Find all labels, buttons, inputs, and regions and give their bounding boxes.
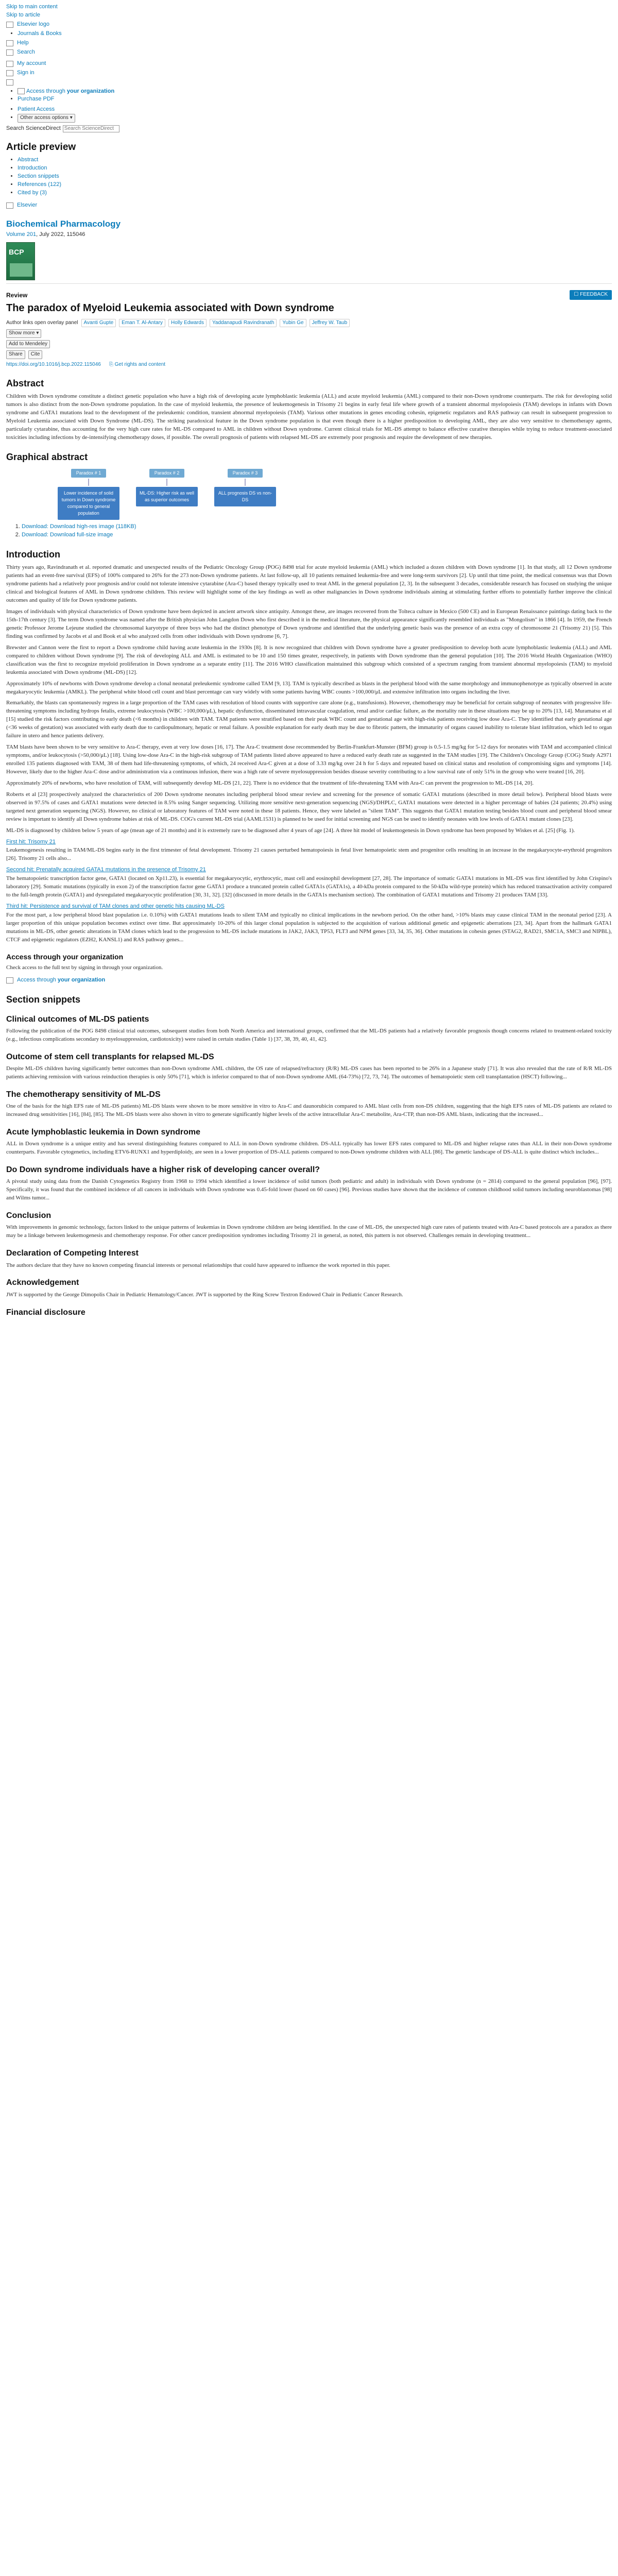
institution-icon (6, 977, 13, 984)
share-button[interactable]: Share (6, 350, 25, 359)
snippet-title: Declaration of Competing Interest (6, 1249, 139, 1258)
intro-paragraph: TAM blasts have been shown to be very sensitive to Ara-C therapy, even at very low doses [16, 17]. The Ara-C treatment dose recommended by Berlin-Frankfurt-Munster (BFM) group is 0.5-1.5 mg/kg for 5-12 days for neonates with TAM and accompanied clinical symptoms, and/or leukocytosis (>50,000/μL) [18]. Using low-dose Ara-C in the high-risk subgroup of TAM patients listed above appeared to have a reduced early death rate as suggested in the TAM studies [19]. The Children's Oncology Group (COG) Study A2971 enrolled 135 patients diagnosed with TAM, 38 of them had life-threatening symptoms, of which, 24 received Ara-C given at a dose of 3.33 mg/kg over 24 h for 5 days and repeated based on clinical status and resolution of compromising signs and symptoms [14]. However, likely due to the higher Ara-C dose and/or administration via a continuous infusion, there was a high rate of severe myelosuppression besides disease severity contributing to a low survival rate of only 51% in the group who were treated [16, 20]. (6, 744, 612, 775)
snippet-text: With improvements in genomic technology, factors linked to the unique patterns of leukemias in Down syndrome children are being identified. In the case of ML-DS, the unexpected high cure rates of patients treated with Ara-C based protocols are a paradox as there may be a linkage between leukemogenesis and chemotherapy response. For other cancer predisposition syndromes including Trisomy 21 in general, as noted, this pattern is not observed. Challenges remain in developing treatment... (6, 1224, 612, 1239)
author-link[interactable]: Yubin Ge (280, 319, 306, 328)
access-through-org-link[interactable]: Access through your organization (26, 88, 115, 94)
snippet-text: The authors declare that they have no known competing financial interests or personal relationships that could have appeared to influence the work reported in this paper. (6, 1262, 390, 1268)
skip-main-link[interactable]: Skip to main content (6, 4, 58, 10)
abstract-heading: Abstract (6, 378, 44, 389)
intro-paragraph: Brewster and Cannon were the first to report a Down syndrome child having acute leukemia in the 1930s [8]. It is now recognized that children with Down syndrome have a greater predisposition to develop both acute lymphoblastic leukemia (ALL) and AML compared to children without Down syndrome [9]. The risk of developing ALL and AML is estimated to be 10 and 150 times greater, respectively, in patients with Down syndrome than the general population [10]. The 2016 World Health Organization (WHO) classification was the first to recognize myeloid proliferation in Down syndrome as a separate entity [11]. The 2016 WHO classification maintained this subgroup which consisted of a spectrum ranging from transient abnormal myelopoiesis (TAM) to myeloid leukemia associated with Down syndrome (ML-DS) [12]. (6, 644, 612, 675)
paradox-3-label: Paradox # 3 (228, 469, 263, 478)
elsevier-logo-image (6, 202, 13, 209)
search-icon (6, 49, 13, 56)
search-bar (6, 125, 612, 133)
snippet-title: Acknowledgement (6, 1278, 79, 1287)
subsection-text: The hematopoietic transcription factor gene, GATA1 (located on Xp11.23), is essential for megakaryocytic, erythrocytic, mast cell and eosinophil development [27, 28]. The importance of somatic GATA1 mutations in ML-DS was first identified by John Crispino's laboratory [29]. Somatic mutations (typically in exon 2) of the transcription factor gene GATA1 produce a truncated protein called GATA1s (GATA1s), a 40-kDa protein compared to the 50-kDa wild-type protein) which has reduced transactivation activity compared to the full-length protein (GATA1) and dysregulated megakaryocytic proliferation [30, 31, 32]. [32] (discussed in more details in the GATA1s mechanism section). The combination of GATA1 mutations and Trisomy 21 produces TAM [33]. (6, 875, 612, 899)
elsevier-logo-link[interactable]: Elsevier logo (17, 21, 49, 27)
search-toggle[interactable]: Search (17, 48, 35, 55)
subsection-text: Leukemogenesis resulting in TAM/ML-DS begins early in the first trimester of fetal development. Trisomy 21 causes perturbed hematopoiesis in fetal liver hematopoietic stem and progenitor cells resulting in an increase in the megakaryocyte-erythroid progenitors [26]. Trisomy 21 cells also... (6, 847, 612, 862)
help-icon (6, 40, 13, 46)
download-fullsize-link[interactable]: Download: Download full-size image (22, 532, 113, 538)
author-overlay-label[interactable]: Author links open overlay panel (6, 319, 78, 326)
snippet-title: Do Down syndrome individuals have a higher risk of developing cancer overall? (6, 1165, 320, 1175)
intro-paragraph: Roberts et al [23] prospectively analyzed the characteristics of 200 Down syndrome neonates including peripheral blood smear review and screening for the presence of somatic GATA1 mutations (described in more detail below). Peripheral blood blasts were observed in 97.5% of cases and GATA1 mutations were detected in 8.5% using Sanger sequencing. Utilizing more sensitive next-generation sequencing (NGS)/DHPLC, GATA1 mutations were detected in a higher percentage of babies (24 patients; 20.4%) using targeted next generation sequencing (NGS). However, no clinical or laboratory features of TAM were noted in these 18 patients. Hence, they were labeled as "silent TAM". This suggests that GATA1 mutation testing besides blood count and peripheral blood smear review is important to identify all Down syndrome babies at risk of ML-DS. COG's current ML-DS trial (AAML1531) is planned to be used for initial screening and NGS can be used to identify neonates with low levels of GATA1 mutant clones [23]. (6, 791, 612, 822)
rights-link[interactable]: ⎘ Get rights and content (109, 361, 166, 367)
article-type: Review (6, 291, 28, 299)
snippet-text: ALL in Down syndrome is a unique entity and has several distinguishing features compared to ALL in non-Down syndrome children. DS-ALL typically has lower EFS rates compared to ML-DS and higher relapse rates than ALL in their non-Down syndrome counterparts. Favorable cytogenetics, including ETV6-RUNX1 and hyperdiploidy, are seen in a lower proportion of DS-ALL patients compared to non-Down syndrome children with ALL [86]. The genetic landscape of DS-ALL is quite distinct which includes... (6, 1141, 612, 1156)
sign-in-link[interactable]: Sign in (17, 69, 35, 76)
paradox-1-label: Paradox # 1 (71, 469, 107, 478)
patient-access-link[interactable]: Patient Access (18, 106, 55, 113)
journal-title[interactable]: Biochemical Pharmacology (6, 218, 121, 229)
snippet-title: Financial disclosure (6, 1308, 85, 1317)
add-mendeley-button[interactable]: Add to Mendeley (6, 340, 50, 349)
access-through-org-button[interactable]: Access through your organization (17, 977, 106, 984)
author-link[interactable]: Avanti Gupte (81, 319, 116, 328)
snippet-title: The chemotherapy sensitivity of ML-DS (6, 1090, 161, 1099)
skip-article-link[interactable]: Skip to article (6, 11, 41, 18)
search-label: Search ScienceDirect (6, 125, 61, 131)
introduction-heading: Introduction (6, 549, 60, 560)
author-link[interactable]: Yaddanapudi Ravindranath (210, 319, 277, 328)
outline-item-introduction[interactable]: Introduction (18, 165, 47, 172)
subsection-text: For the most part, a low peripheral blood blast population i.e. 0.10%) with GATA1 mutations leads to silent TAM and typically no clinical implications in the newborn period. On the other hand, >10% blasts may cause clinical TAM in the neonatal period [23]. A larger proportion of this unique population becomes extinct over time. But approximately 10-20% of this larger clonal population is subjected to the acquisition of various additional genetic and epigenetic aberrations [23, 34]. Apart from the hallmark GATA1 mutations in ML-DS, other genetic alterations in TAM clones which lead to the progression to ML-DS include mutations in JAK2, JAK3, TP53, FLT3 and NPM genes [33, 34, 35, 36]. Other mutations in cohesin genes (STAG2, RAD21, SMC1A, SMC3 and NIPBL), CTCF and epigenetic regulators (EZH2, KANSL1) and RAS pathway genes... (6, 912, 612, 943)
feedback-button[interactable]: ☐ FEEDBACK (570, 290, 612, 300)
intro-paragraph: ML-DS is diagnosed by children below 5 years of age (mean age of 21 months) and it is extremely rare to be diagnosed after 4 years of age [24]. A three hit model of leukemogenesis in Down syndrome has been proposed by Wiskes et al. [25] (Fig. 1). (6, 827, 575, 834)
paradox-1-box: Lower incidence of solid tumors in Down syndrome compared to general population (58, 487, 119, 520)
purchase-pdf-link[interactable]: Purchase PDF (18, 96, 55, 103)
account-icon (6, 61, 13, 67)
paradox-3-box: ALL prognosis DS vs non-DS (214, 487, 276, 506)
other-access-dropdown[interactable]: Other access options ▾ (18, 114, 75, 123)
author-link[interactable]: Jeffrey W. Taub (310, 319, 350, 328)
subsection-link[interactable]: First hit: Trisomy 21 (6, 838, 56, 845)
subsection-link[interactable]: Second hit: Prenatally acquired GATA1 mutations in the presence of Trisomy 21 (6, 867, 206, 873)
snippet-text: Following the publication of the POG 8498 clinical trial outcomes, subsequent studies from both North America and international groups, confirmed that the ML-DS patients had a relatively favorable prognosis though concerns related to treatment-related toxicity (e.g., infectious complications secondary to myelosuppression, cardiotoxicity) were raised in certain studies (Table 1) [37, 38, 39, 40, 41, 42]. (6, 1028, 612, 1043)
volume-link[interactable]: Volume 201 (6, 231, 37, 238)
sign-in-icon (6, 70, 13, 76)
outline-item-references[interactable]: References (122) (18, 181, 61, 188)
outline-item-snippets[interactable]: Section snippets (18, 173, 59, 180)
search-input[interactable] (63, 125, 119, 132)
cite-button[interactable]: Cite (28, 350, 43, 359)
cover-text: BCP (9, 247, 24, 256)
intro-paragraph: Approximately 10% of newborns with Down syndrome develop a clonal neonatal preleukemic syndrome called TAM [9, 13]. TAM is typically described as blasts in the peripheral blood with the same morphology and immunophenotype as typically observed in acute megakaryocytic leukemia (AMKL). The peripheral white blood cell count and blast percentage can vary widely with some patients having WBC counts >100,000/μL and extensive infiltration into organs including the liver. (6, 680, 612, 695)
snippet-text: A pivotal study using data from the Danish Cytogenetics Registry from 1968 to 1994 which identified a lower incidence of solid tumors (both pediatric and adult) in individuals with Down syndrome (n = 2814) compared to the general population [96], [97]. Specifically, it was found that the combined incidence of all cancers in individuals with Down syndrome was 0.45-fold lower (based on 60 cases) [96]. Previous studies have shown that the incidence of common childhood solid tumors including neuroblastomas [98] and Wilms tumor... (6, 1178, 612, 1201)
snippet-text: Despite ML-DS children having significantly better outcomes than non-Down syndrome AML children, the OS rate of relapsed/refractory (R/R) ML-DS cases has been reported to be 26% in a Japanese study [71]. It was also revealed that the rate of R/R ML-DS patients achieving remission with various reinduction therapies is only 50% [71], which is inferior compared to that of non-Down syndrome AML (64-73%) [72, 73, 74]. The outcomes of hematopoietic stem cell transplantation (HSCT) following... (6, 1065, 612, 1080)
elsevier-logo-icon (6, 22, 13, 28)
snippet-text: JWT is supported by the George Dimopolis Chair in Pediatric Hematology/Cancer. JWT is supported by the Ring Screw Textron Endowed Chair in Pediatric Cancer Research. (6, 1291, 403, 1298)
intro-paragraph: Thirty years ago, Ravindranath et al. reported dramatic and unexpected results of the Pediatric Oncology Group (POG) 8498 trial for acute myeloid leukemia (AML) which included a dozen children with Down syndrome [1]. In that study, all 12 Down syndrome patients had an event-free survival (EFS) of 100% compared to 26% for the 273 non-Down syndrome patients. At last follow-up, all 10 patients remained leukemia-free and were long-term survivors [2]. Up until that time point, the medical consensus was that Down syndrome patients had a relatively poor prognosis and/or could not tolerate intensive cytarabine (Ara-C) based therapy typically used to treat AML in the general population [2, 3]. In the subsequent 3 decades, considerable research has focused on studying the unique clinical and biological features of AML in Down syndrome children. This review will highlight some of the key findings as well as other malignancies in Down syndrome individuals aiming at stimulating further efforts to potentially further improve the clinical outcomes and quality of life for Down syndrome patients. (6, 564, 612, 604)
doi-link[interactable]: https://doi.org/10.1016/j.bcp.2022.115046 (6, 361, 101, 367)
snippet-text: One of the basis for the high EFS rate of ML-DS patients) ML-DS blasts were shown to be more sensitive in vitro to Ara-C and daunorubicin compared to AML blast cells from non-DS children, suggesting that the high EFS rates of ML-DS patients are related to increased drug sensitivities [16], [84], [85]. The ML-DS blasts were also shown in vitro to generate significantly higher levels of the active intracellular Ara-C metabolite, Ara-CTP, than non-DS AML blasts, indicating that the increased... (6, 1103, 612, 1118)
snippet-title: Outcome of stem cell transplants for relapsed ML-DS (6, 1053, 214, 1062)
author-link[interactable]: Eman T. Al-Antary (119, 319, 165, 328)
article-title: The paradox of Myeloid Leukemia associated with Down syndrome (6, 302, 334, 314)
snippets-heading: Section snippets (6, 994, 81, 1005)
outline-list (6, 156, 612, 197)
paradox-2-box: ML-DS: Higher risk as well as superior outcomes (136, 487, 198, 506)
paradox-2-label: Paradox # 2 (149, 469, 185, 478)
show-more-button[interactable]: Show more ▾ (6, 329, 41, 338)
journal-cover-image[interactable] (6, 242, 35, 280)
institution-icon (18, 88, 25, 94)
elsevier-publisher-link[interactable]: Elsevier (17, 201, 38, 208)
access-heading: Access through your organization (6, 952, 124, 961)
abstract-text: Children with Down syndrome constitute a distinct genetic population who have a high risk of developing acute lymphoblastic leukemia (ALL) and acute myeloid leukemia (AML) compared to their non-Down syndrome counterparts. The risk for developing solid tumors is also distinct from the non-Down syndrome population. In the case of myeloid leukemia, the presence of leukemogenesis in Trisomy 21 begins in early fetal life where growth of a transient abnormal myelopoiesis (TAM) develops in infants with Down syndrome and GATA1 mutations lead to the development of the preleukemic condition, transient abnormal myelopoiesis (TAM). Various other mutations in genes encoding cohesin, epigenetic regulators and RAS pathway can result in subsequent progression to Myeloid Leukemia associated with Down Syndrome (ML-DS). The striking paradoxical feature in the Down syndrome population is that even though there is a higher predisposition to developing AML, they are also very sensitive to chemotherapy agents, particularly cytarabine, thus accounting for the very high cure rates for ML-DS compared to AML in children without Down syndrome. Current clinical trials for ML-DS attempt to balance effective curative therapies while trying to reduce treatment-associated toxicities including infections by de-intensifying chemotherapy doses, if possible. The overall prognosis of patients with relapsed ML-DS are extremely poor prognosis and require the development of new therapies. (6, 393, 612, 441)
snippet-title: Clinical outcomes of ML-DS patients (6, 1015, 149, 1024)
journals-books-link[interactable]: Journals & Books (18, 30, 62, 37)
subsection-link[interactable]: Third hit: Persistence and survival of TAM clones and other genetic hits causing ML-DS (6, 903, 225, 910)
snippet-title: Acute lymphoblastic leukemia in Down syndrome (6, 1128, 200, 1137)
menu-icon[interactable] (6, 79, 13, 86)
graphical-abstract-figure[interactable] (58, 469, 612, 520)
download-hires-link[interactable]: Download: Download high-res image (118KB) (22, 523, 136, 530)
author-list (6, 319, 612, 328)
intro-paragraph: Images of individuals with physical characteristics of Down syndrome have been depicted in ancient artwork since antiquity. Amongst these, are images recovered from the Tolteca culture in Mexico (500 CE) and in European Renaissance paintings dating back to the 15th-17th century [3]. The term Down syndrome was named after the British physician John Langdon Down who first described it in the medical literature, the physical appearance significantly resembled individuals as "Mongolism" in 1866 [4]. In 1959, the French genetic Professor Jerome Lejeune studied the chromosomal karyotype of three boys who had the distinct phenotype of Down syndrome and identified that the underlying genetic basis was the presence of an extra copy of chromosome 21 (Trisomy 21) [5]. This finding was confirmed by Jacobs et al and Book et al who analyzed cells from other individuals with Down syndrome [6, 7]. (6, 608, 612, 639)
cover-graphic (10, 263, 32, 277)
author-link[interactable]: Holly Edwards (168, 319, 207, 328)
elsevier-logo-row[interactable] (6, 21, 612, 29)
intro-paragraph: Remarkably, the blasts can spontaneously regress in a large proportion of the TAM cases with resolution of blood counts with supportive care alone (e.g., transfusions). However, chemotherapy may be beneficial for certain subgroup of neonates with progressive life-threatening symptoms including hydrops fetalis, extreme leukocytosis (WBC >100,000/μL), hepatic dysfunction, disseminated intravascular coagulation, renal and/or cardiac failure, as the mortality rate in these situations may be up to 20% [13, 14]. Muramatsu et al [15] studied the risk factors contributing to early death (<6 months) in children with TAM. TAM patients were stratified based on their peak WBC count and gestational age with high-risk patients receiving low dose Ara-C. They identified that early gestational age (<36 weeks of gestation) was associated with early death due to cardiopulmonary, hepatic or renal failure. A possible explanation for early death may be due to fibrotic pattern, the immaturity of organs caused inability to tolerate blast infiltration, which led to organ failure in utero and hence patients delivery. (6, 700, 612, 739)
outline-item-abstract[interactable]: Abstract (18, 157, 39, 163)
outline-heading: Article preview (6, 141, 76, 152)
intro-paragraph: Approximately 20% of newborns, who have resolution of TAM, will subsequently develop ML-DS [21, 22]. There is no evidence that the treatment of life-threatening TAM with Ara-C can prevent the progression to ML-DS [14, 20]. (6, 779, 534, 786)
outline-item-cited-by[interactable]: Cited by (3) (18, 190, 47, 196)
rights-icon: ⎘ (109, 361, 113, 367)
feedback-icon: ☐ (574, 292, 579, 298)
access-note: Check access to the full text by signing in through your organization. (6, 964, 163, 971)
volume-info: Volume 201, July 2022, 115046 (6, 231, 85, 238)
snippet-title: Conclusion (6, 1211, 52, 1221)
my-account-link[interactable]: My account (17, 60, 46, 66)
graphical-abstract-heading: Graphical abstract (6, 452, 88, 463)
help-link[interactable]: Help (17, 39, 29, 46)
